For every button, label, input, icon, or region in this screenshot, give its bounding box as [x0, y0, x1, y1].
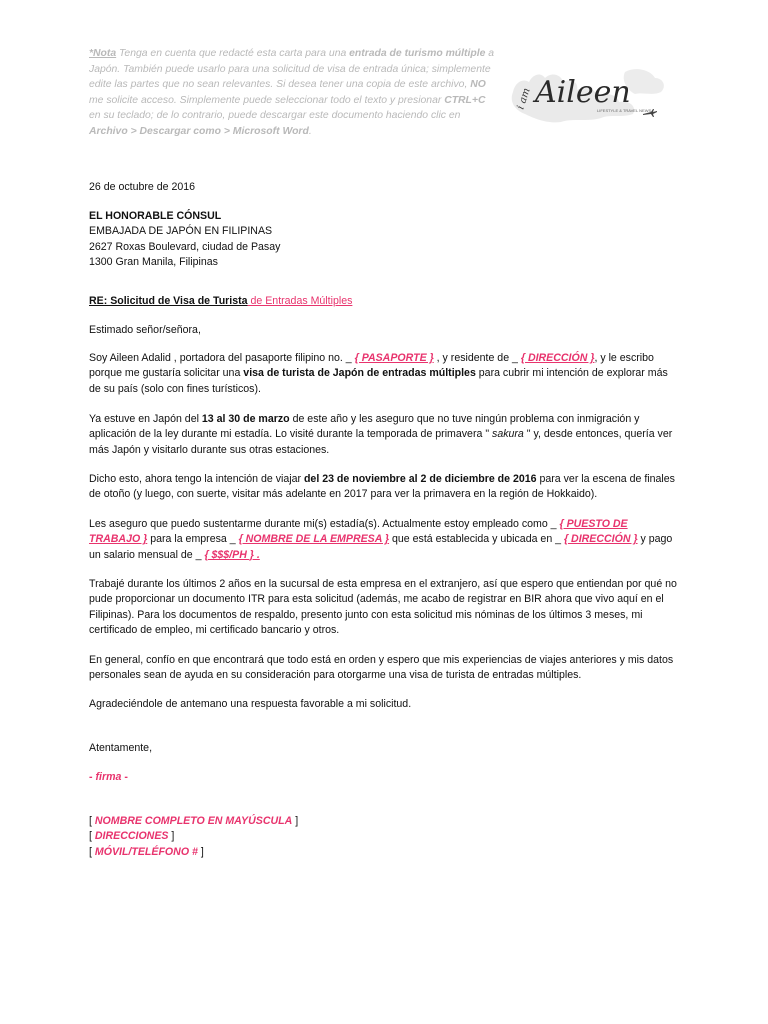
logo-name-text: Aileen: [535, 75, 631, 110]
paragraph-text: , y le escribo porque me gustaría solicitar una: [89, 352, 654, 380]
paragraph-text: para ver la escena de finales de otoño (y luego, con suerte, visitar más adelante en 2017 para ver la primavera en la región de Hokkaido).: [89, 473, 675, 501]
note-bold: NO: [470, 79, 486, 90]
logo-tagline-text: LIFESTYLE & TRAVEL NEWS: [597, 108, 652, 113]
note-text: .: [308, 125, 312, 137]
paragraph-6: En general, confío en que encontrará que todo está en orden y espero que mis experiencias de viajes anteriores y mis datos personales sean de ayuda en su consideración para otorgarme una visa de turista de entradas múltiples.: [89, 654, 674, 682]
paragraph-text: y pago un salario mensual de _: [89, 533, 673, 561]
subject-highlight: de Entradas Múltiples: [247, 295, 353, 307]
note-bold: entrada de turismo múltiple: [349, 48, 486, 59]
footer-line: [89, 829, 679, 844]
paragraph-text: que está establecida y ubicada en _: [389, 533, 564, 546]
paragraph-text: Soy Aileen Adalid , portadora del pasaporte filipino no. _: [89, 352, 355, 364]
note-paragraph: [89, 46, 499, 139]
footer-line: [89, 814, 679, 829]
letter-date: 26 de octubre de 2016: [89, 181, 196, 193]
note-text: a Japón. También puede usarlo para una solicitud de visa de entrada única; simplemente edite las partes que no sean relevantes. Si desea tener una copia de este archivo,: [89, 48, 495, 90]
note-label: *Nota: [89, 48, 117, 59]
placeholder-address: { DIRECCIÓN }: [520, 352, 595, 364]
paragraph-2: [89, 412, 679, 458]
footer-line: [89, 845, 679, 860]
recipient-title: EL HONORABLE CÓNSUL: [89, 210, 222, 222]
placeholder-phone: MÓVIL/TELÉFONO #: [94, 845, 198, 858]
closing: Atentamente,: [89, 742, 153, 754]
greeting: Estimado señor/señora,: [89, 324, 201, 336]
paragraph-text: Les aseguro que puedo sustentarme durante mi(s) estadía(s). Actualmente estoy empleado como _: [89, 518, 560, 530]
paragraph-bold: visa de turista de Japón de entradas múltiples: [243, 367, 476, 380]
paragraph-7: Agradeciéndole de antemano una respuesta favorable a mi solicitud.: [89, 698, 412, 710]
placeholder-company: { NOMBRE DE LA EMPRESA }: [238, 533, 390, 546]
paragraph-italic: sakura: [492, 428, 524, 441]
placeholder-address: { DIRECCIÓN }: [563, 533, 638, 546]
note-bold: Archivo > Descargar como > Microsoft Word: [89, 125, 309, 137]
paragraph-text: para la empresa _: [147, 533, 239, 546]
signature-dash: -: [89, 771, 96, 783]
placeholder-salary: { $$$/PH } .: [204, 548, 260, 561]
bracket: ]: [168, 830, 175, 843]
logo-small-text: i am: [515, 86, 533, 111]
recipient-line: EMBAJADA DE JAPÓN EN FILIPINAS: [89, 225, 273, 238]
placeholder-addresses: DIRECCIONES: [94, 830, 169, 843]
signature-placeholder: firma: [95, 771, 122, 783]
placeholder-passport: { PASAPORTE }: [354, 352, 434, 364]
bracket: [: [89, 845, 95, 858]
paragraph-1: [89, 351, 679, 397]
placeholder-full-name: NOMBRE COMPLETO EN MAYÚSCULA: [94, 815, 293, 827]
paragraph-3: [89, 472, 679, 503]
subject-main: RE: Solicitud de Visa de Turista: [89, 295, 248, 307]
bracket: [: [89, 815, 95, 827]
bracket: ]: [197, 845, 204, 858]
recipient-line: 2627 Roxas Boulevard, ciudad de Pasay: [89, 240, 281, 253]
paragraph-5: Trabajé durante los últimos 2 años en la sucursal de esta empresa en el extranjero, así que espero que entiendan por qué no pude proporcionar un documento ITR para esta solicitud (además, me acabo de registrar en BIR ahora que vivo aquí en el Filipinas). Para los documentos de respaldo, presento junto con esta solicitud mis nóminas de los últimos 3 meses, mi certificado de empleo, mi certificado bancario y otros.: [89, 578, 677, 636]
paragraph-4: [89, 517, 679, 563]
note-text: en su teclado; de lo contrario, puede descargar este documento haciendo clic en: [89, 110, 461, 121]
recipient-line: 1300 Gran Manila, Filipinas: [89, 255, 218, 268]
recipient-block: [89, 209, 679, 270]
paragraph-text: " y, desde entonces, quería ver más Japón y visitarlo durante sus otras estaciones.: [89, 428, 673, 456]
bracket: ]: [292, 815, 299, 827]
paragraph-text: Dicho esto, ahora tengo la intención de viajar: [89, 473, 304, 485]
brand-logo: [505, 52, 673, 132]
paragraph-text: Ya estuve en Japón del: [89, 413, 202, 425]
subject-line: [89, 294, 679, 309]
paragraph-text: de este año y les aseguro que no tuve ningún problema con inmigración y aplicación de la ley durante mi estadía. Lo visité durante la temporada de primavera ": [89, 413, 640, 441]
bracket: [: [89, 830, 95, 843]
paragraph-text: , y residente de _: [433, 352, 521, 364]
placeholder-job-title: { PUESTO DE TRABAJO }: [89, 518, 628, 546]
paragraph-text: para cubrir mi intención de explorar más de su país (solo con fines turísticos).: [89, 367, 668, 395]
footer-block: [89, 814, 679, 860]
paragraph-bold: 13 al 30 de marzo: [201, 413, 290, 425]
note-text: Tenga en cuenta que redacté esta carta para una: [116, 48, 350, 59]
signature-line: [89, 770, 679, 785]
note-text: me solicite acceso. Simplemente puede seleccionar todo el texto y presionar: [89, 94, 445, 106]
paragraph-bold: del 23 de noviembre al 2 de diciembre de 2016: [303, 473, 537, 485]
signature-dash: -: [121, 771, 128, 783]
note-bold: CTRL+C: [444, 94, 486, 106]
